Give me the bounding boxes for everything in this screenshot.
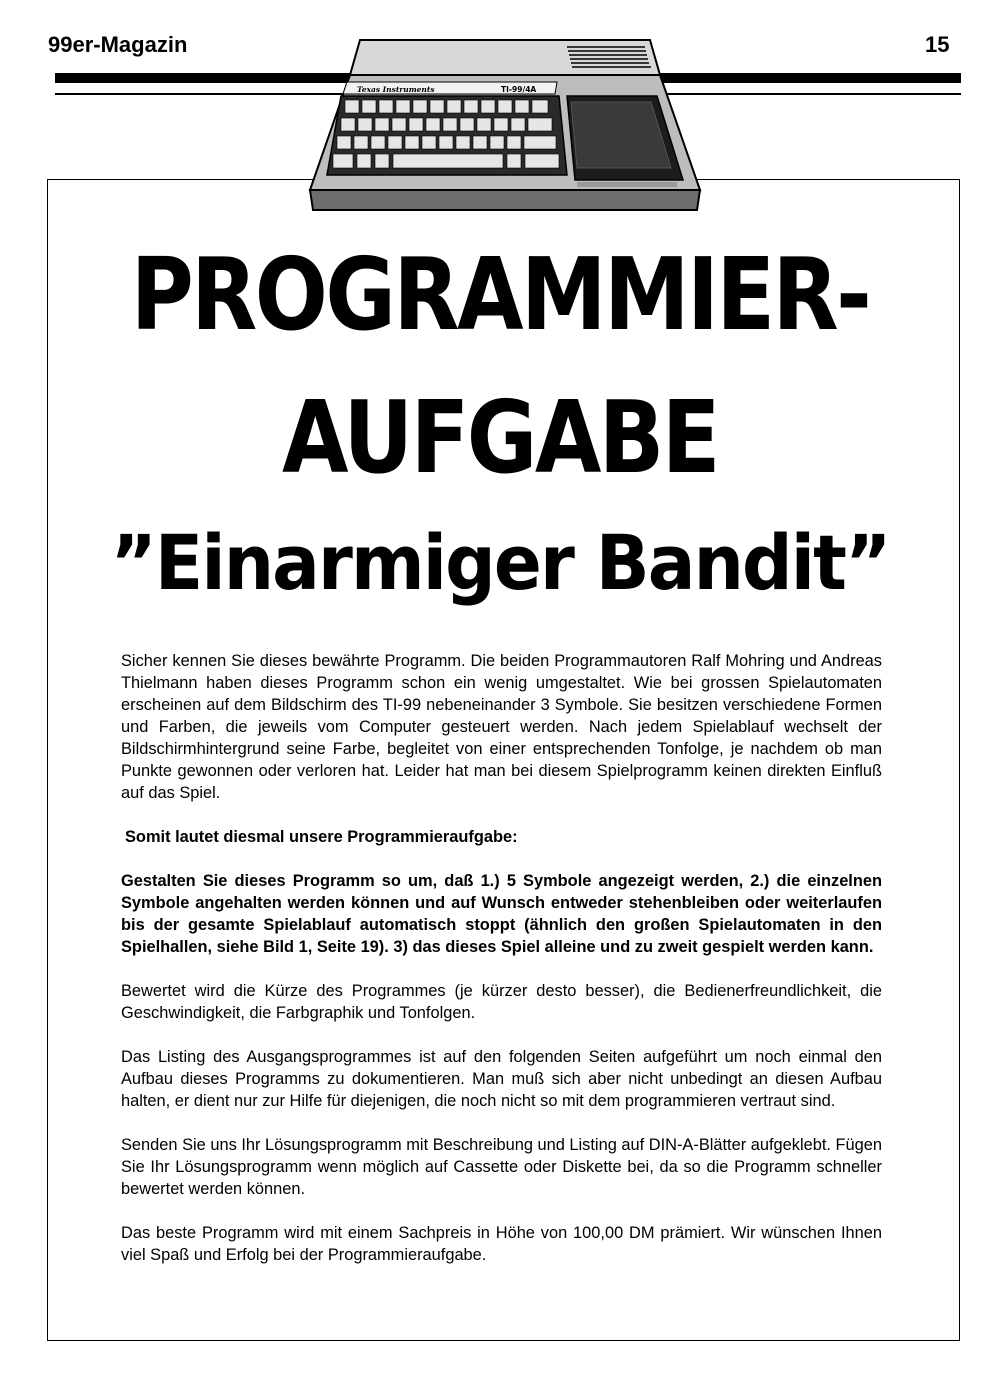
title-line-1: PROGRAMMIER- bbox=[130, 236, 870, 353]
model-label: TI-99/4A bbox=[501, 85, 537, 94]
brand-label: Texas Instruments bbox=[357, 85, 435, 94]
paragraph-submission: Senden Sie uns Ihr Lösungsprogramm mit Beschreibung und Listing auf DIN-A-Blätter aufgeklebt. Fügen Sie Ihr Lösungsprogramm wenn möglich auf Cassette oder Diskette bei, da so die Programm schneller bewertet werden können. bbox=[121, 1136, 882, 1198]
paragraph-task: Gestalten Sie dieses Programm so um, daß 1.) 5 Symbole angezeigt werden, 2.) die einzelnen Symbole angehalten werden können und auf Wunsch entweder stehenbleiben oder weiterlaufen bis der gesamte Spielablauf automatisch stoppt (ähnlich den großen Spielautomaten in den Spielhallen, siehe Bild 1, Seite 19). 3) das dieses Spiel alleine und zu zweit gespielt werden kann. bbox=[121, 872, 882, 956]
ti99-computer-illustration bbox=[305, 30, 705, 215]
paragraph-task-lead: Somit lautet diesmal unsere Programmieraufgabe: bbox=[125, 828, 518, 846]
paragraph-evaluation: Bewertet wird die Kürze des Programmes (je kürzer desto besser), die Bedienerfreundlichkeit, die Geschwindigkeit, die Farbgraphik und Tonfolgen. bbox=[121, 982, 882, 1022]
magazine-name: 99er-Magazin bbox=[48, 32, 188, 57]
paragraph-prize: Das beste Programm wird mit einem Sachpreis in Höhe von 100,00 DM prämiert. Wir wünschen Ihnen viel Spaß und Erfolg bei der Programmieraufgabe. bbox=[121, 1224, 882, 1264]
page-number: 15 bbox=[925, 32, 950, 57]
title-line-2: AUFGABE bbox=[282, 379, 718, 496]
paragraph-intro: Sicher kennen Sie dieses bewährte Programm. Die beiden Programmautoren Ralf Mohring und Andreas Thielmann haben dieses Programm schon ein wenig umgestaltet. Wie bei grossen Spielautomaten erscheinen auf dem Bildschirm des TI-99 nebeneinander 3 Symbole. Sie besitzen verschiedene Formen und Farben, die jeweils vom Computer gesteuert werden. Nach jedem Spielablauf wechselt der Bildschirmhintergrund seine Farbe, begleitet von einer entsprechenden Tonfolge, je nachdem ob man Punkte gewonnen oder verloren hat. Leider hat man bei diesem Spielprogramm keinen direkten Einfluß auf das Spiel. bbox=[121, 652, 882, 802]
paragraph-listing: Das Listing des Ausgangsprogrammes ist auf den folgenden Seiten aufgeführt um noch einmal den Aufbau dieses Programms zu dokumentieren. Man muß sich aber nicht unbedingt an diesen Aufbau halten, er dient nur zur Hilfe für diejenigen, die noch nicht so mit dem programmieren vertraut sind. bbox=[121, 1048, 882, 1110]
title-line-3: ”Einarmiger Bandit” bbox=[110, 518, 890, 607]
article-body bbox=[121, 650, 882, 1288]
